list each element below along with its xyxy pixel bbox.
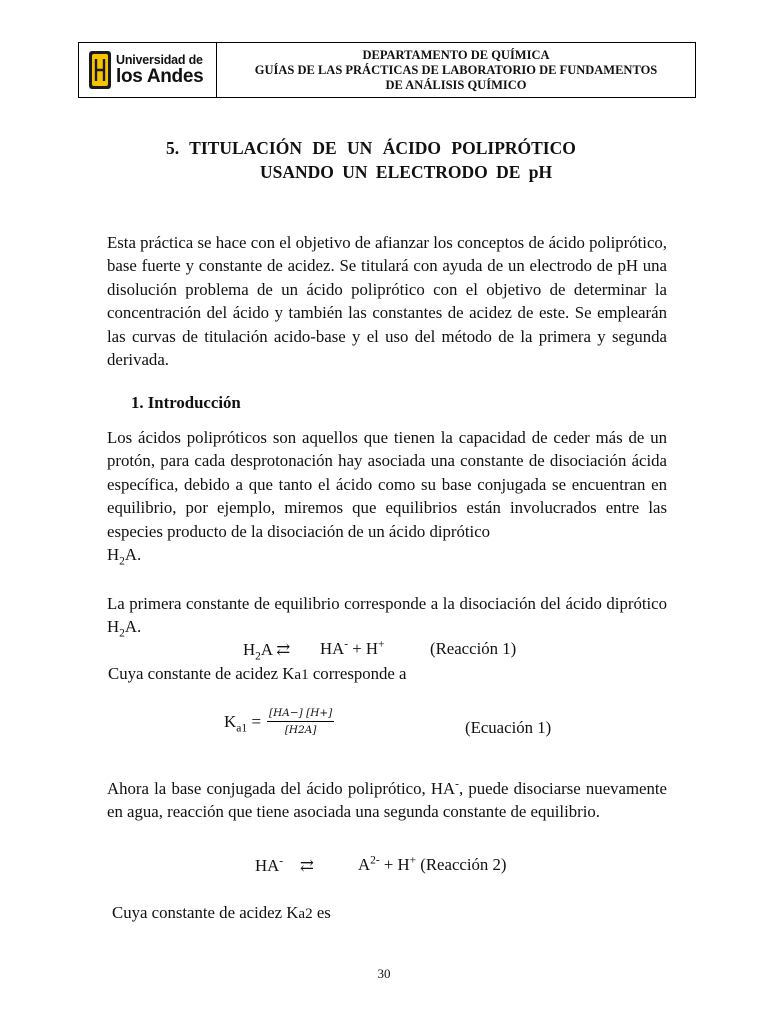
objective-paragraph: Esta práctica se hace con el objetivo de afianzar los conceptos de ácido poliprótico, base fuerte y constante de acidez. Se titulará con ayuda de un electrodo de pH una disolución problema de un ácido poliprótico con el objetivo de determinar la concentración del ácido y también las constantes de acidez de este. Se emplearán las curvas de titulación acido-base y el uso del método de la primera y segunda derivada. bbox=[107, 233, 667, 370]
reaction-2-left: HA- ⇄ bbox=[255, 855, 314, 875]
equation-1-fraction bbox=[267, 707, 334, 736]
reaction-1-label: (Reacción 1) bbox=[430, 639, 517, 658]
logo-line1: Universidad de bbox=[116, 52, 203, 67]
header-title-block bbox=[217, 43, 695, 97]
equation-1 bbox=[224, 707, 334, 736]
species-h2a: $H_2A$. bbox=[107, 617, 142, 640]
logo-wordmark bbox=[116, 54, 203, 87]
university-logo bbox=[79, 43, 217, 97]
introduction-text: Los ácidos polipróticos son aquellos que tienen la capacidad de ceder más de un protón, para cada desprotonación hay asociada una constante de disociación ácida específica, debido a que tanto el ácido como su base conjugada se encuentran en equilibrio, por ejemplo, miremos que equilibrios están involucrados entre las especies producto de la disociación de un ácido diprótico bbox=[107, 428, 667, 541]
first-constant-paragraph bbox=[107, 592, 667, 639]
reaction-2-label: (Reacción 2) bbox=[420, 855, 507, 874]
department-name: DEPARTAMENTO DE QUÍMICA bbox=[362, 47, 550, 62]
ka1-intro: Cuya constante de acidez Ka1 corresponde a bbox=[108, 664, 407, 683]
reaction-1-right: HA- + H+ bbox=[320, 638, 385, 658]
equation-1-denominator: [H2A] bbox=[284, 724, 317, 736]
reaction-2-right: $A^{2-} + H^+$ (Reacción 2) bbox=[358, 854, 507, 874]
page-number: 30 bbox=[377, 966, 391, 981]
reaction-1-left: $H_2A$ ⇄ bbox=[243, 640, 291, 663]
equation-1-numerator: [HA−] [H+] bbox=[267, 707, 334, 722]
section-heading: 1. Introducción bbox=[131, 393, 241, 412]
ka2-intro: Cuya constante de acidez Ka2 es bbox=[112, 903, 331, 922]
practice-title-line1: 5. TITULACIÓN DE UN ÁCIDO POLIPRÓTICO bbox=[166, 138, 576, 158]
guide-title-line2: DE ANÁLISIS QUÍMICO bbox=[385, 77, 527, 92]
introduction-paragraph bbox=[107, 426, 667, 566]
species-h2a: $H_2A$. bbox=[107, 545, 142, 568]
guide-title-line1: GUÍAS DE LAS PRÁCTICAS DE LABORATORIO DE FUNDAMENTOS bbox=[254, 62, 658, 77]
university-shield-icon bbox=[89, 51, 111, 89]
equation-1-label: (Ecuación 1) bbox=[465, 718, 552, 737]
second-constant-paragraph: Ahora la base conjugada del ácido poliprótico, HA-, puede disociarse nuevamente en agua, reacción que tiene asociada una segunda constante de equilibrio. bbox=[107, 778, 667, 822]
first-constant-text: La primera constante de equilibrio corresponde a la disociación del ácido diprótico bbox=[107, 594, 667, 613]
logo-line2: los Andes bbox=[116, 66, 204, 88]
practice-title-line2: USANDO UN ELECTRODO DE pH bbox=[260, 162, 553, 182]
equation-1-lhs: $K_{a1}$ = bbox=[224, 711, 262, 734]
document-header bbox=[78, 42, 696, 98]
